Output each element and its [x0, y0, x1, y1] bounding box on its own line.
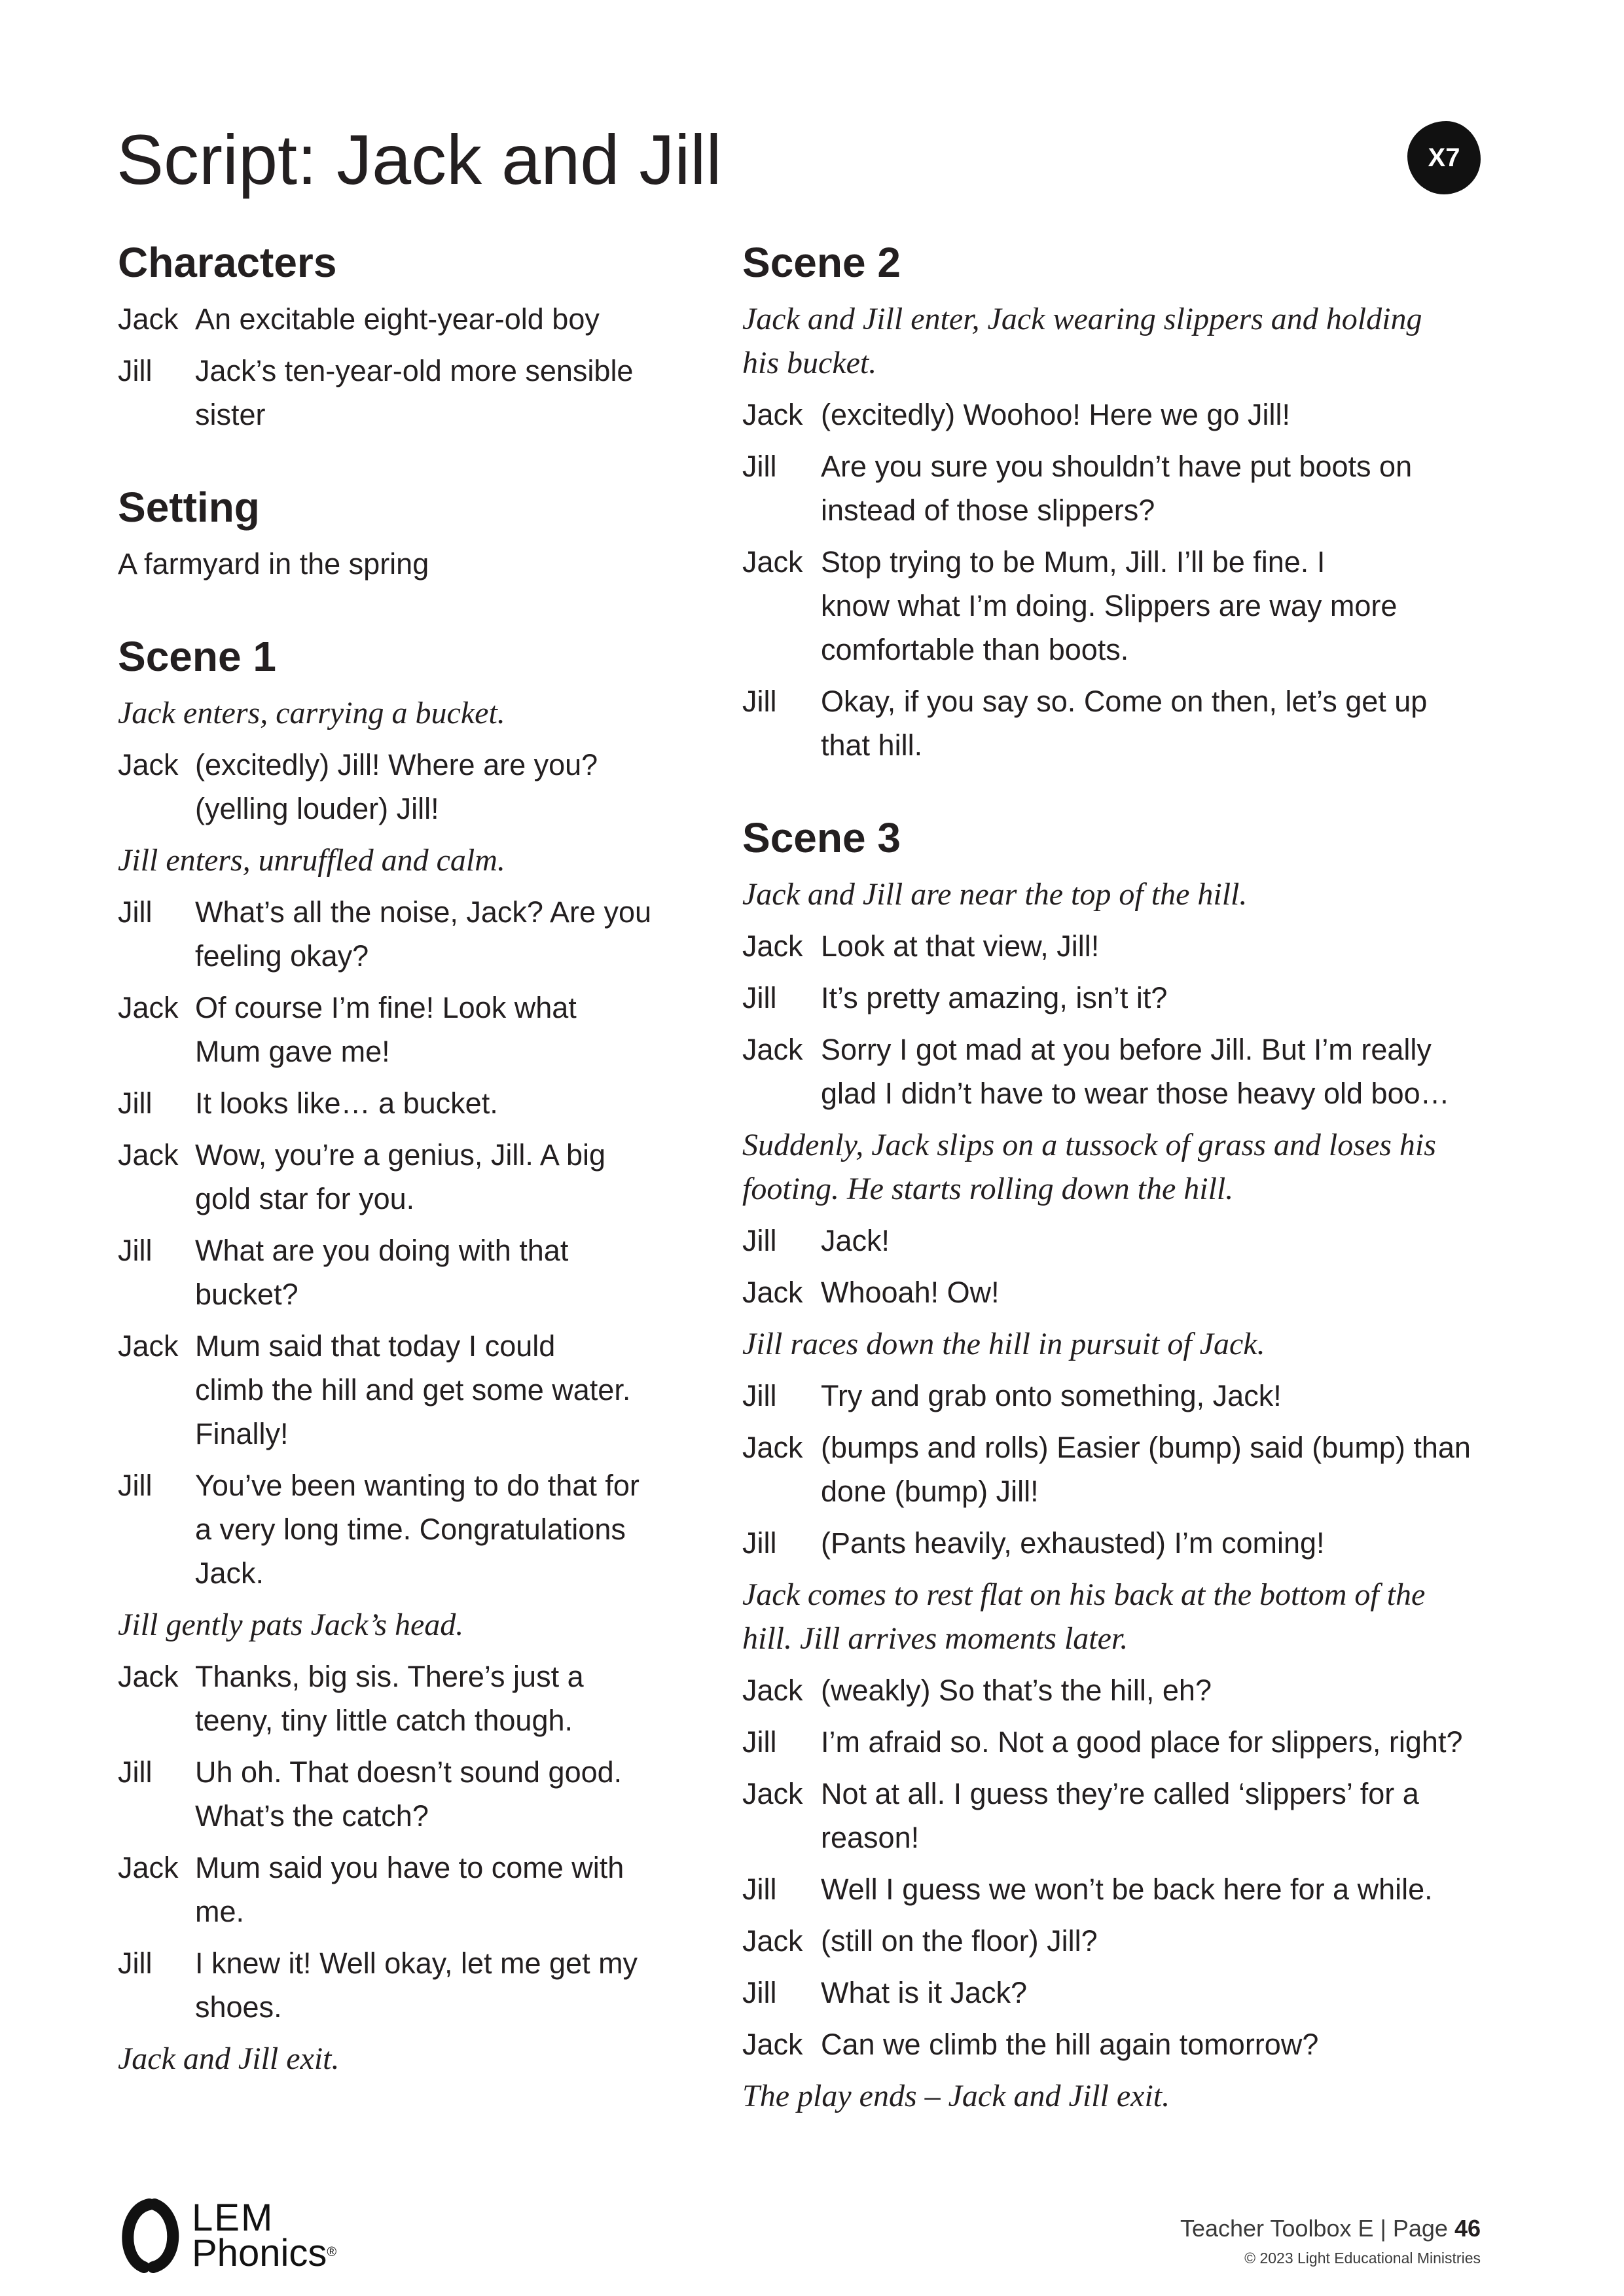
dialogue-entry [742, 1028, 1561, 1115]
dialogue-line: a very long time. Congratulations [195, 1513, 626, 1546]
dialogue-line: Sorry I got mad at you before Jill. But I’m really [821, 1033, 1432, 1066]
speaker-name: Jack [742, 398, 803, 431]
dialogue-text [195, 1750, 707, 1838]
dialogue-text [821, 393, 1561, 437]
speaker-name: Jill [742, 1526, 777, 1560]
page-reference [1180, 2214, 1481, 2243]
dialogue-line: reason! [821, 1821, 920, 1854]
dialogue-line: Of course I’m fine! Look what [195, 991, 577, 1024]
page-number: 46 [1454, 2215, 1481, 2242]
dialogue-line: (bumps and rolls) Easier (bump) said (bump) than [821, 1431, 1471, 1464]
dialogue-text [821, 1374, 1561, 1418]
dialogue-entry [118, 1324, 707, 1456]
speaker-name: Jill [742, 981, 777, 1014]
dialogue-line: comfortable than boots. [821, 633, 1129, 666]
dialogue-entry [742, 1867, 1561, 1911]
dialogue-line: I knew it! Well okay, let me get my [195, 1946, 638, 1980]
dialogue-line: know what I’m doing. Slippers are way more [821, 589, 1398, 622]
dialogue-entry [742, 679, 1561, 767]
speaker-name: Jack [742, 1276, 803, 1309]
dialogue-line: Not at all. I guess they’re called ‘slippers’ for a [821, 1777, 1419, 1810]
setting-text [118, 542, 707, 586]
dialogue-text [821, 1028, 1561, 1115]
logo-line-2-text: Phonics [192, 2232, 327, 2274]
stage-direction-line: Jack and Jill enter, Jack wearing slippers and holding [742, 302, 1422, 336]
section-heading: Scene 3 [742, 814, 901, 861]
dialogue-text [821, 540, 1561, 672]
text-line: Jack’s ten-year-old more sensible [195, 354, 634, 387]
speaker-name: Jill [118, 1234, 153, 1267]
dialogue-text [821, 1219, 1561, 1263]
lem-phonics-logo-icon [118, 2198, 181, 2274]
stage-direction-line: Jack enters, carrying a bucket. [118, 696, 505, 730]
dialogue-entry [742, 540, 1561, 672]
dialogue-entry [118, 1081, 707, 1125]
character-name: Jack [118, 302, 179, 336]
stage-direction [742, 1322, 1561, 1366]
stage-direction [118, 1603, 707, 1647]
right-column [742, 236, 1561, 2126]
speaker-name: Jack [118, 1138, 179, 1172]
dialogue-text [195, 1941, 707, 2029]
dialogue-line: shoes. [195, 1990, 282, 2024]
dialogue-line: (excitedly) Jill! Where are you? [195, 748, 598, 781]
dialogue-line: (weakly) So that’s the hill, eh? [821, 1674, 1212, 1707]
dialogue-line: teeny, tiny little catch though. [195, 1704, 573, 1737]
stage-direction [742, 1573, 1561, 1660]
dialogue-line: Thanks, big sis. There’s just a [195, 1660, 584, 1693]
speaker-name: Jack [118, 991, 179, 1024]
dialogue-text [821, 1720, 1561, 1764]
copyright-notice: © 2023 Light Educational Ministries [1244, 2250, 1481, 2267]
stage-direction-line: his bucket. [742, 346, 877, 380]
registered-mark: ® [327, 2245, 337, 2259]
dialogue-line: climb the hill and get some water. [195, 1373, 631, 1407]
dialogue-line: (Pants heavily, exhausted) I’m coming! [821, 1526, 1325, 1560]
speaker-name: Jill [742, 1725, 777, 1759]
dialogue-entry [742, 1521, 1561, 1565]
dialogue-line: Well I guess we won’t be back here for a while. [821, 1873, 1433, 1906]
section-heading: Scene 2 [742, 239, 901, 286]
dialogue-entry [742, 1919, 1561, 1963]
speaker-name: Jill [742, 1379, 777, 1412]
speaker-name: Jill [118, 1086, 153, 1120]
section-heading: Setting [118, 484, 260, 531]
dialogue-text [195, 1655, 707, 1742]
dialogue-entry [742, 1971, 1561, 2015]
dialogue-entry [742, 1374, 1561, 1418]
stage-direction [118, 838, 707, 882]
speaker-name: Jill [118, 1755, 153, 1789]
speaker-name: Jill [118, 1469, 153, 1502]
logo-wordmark [192, 2197, 337, 2274]
dialogue-entry [742, 924, 1561, 968]
worksheet-code-badge: X7 [1407, 121, 1481, 194]
dialogue-line: done (bump) Jill! [821, 1475, 1039, 1508]
dialogue-line: glad I didn’t have to wear those heavy old boo… [821, 1077, 1450, 1110]
stage-direction [118, 691, 707, 735]
dialogue-line: Jack! [821, 1224, 890, 1257]
stage-direction-line: footing. He starts rolling down the hill. [742, 1172, 1234, 1206]
stage-direction-line: Jack and Jill are near the top of the hill. [742, 877, 1248, 912]
dialogue-text [195, 1846, 707, 1933]
dialogue-text [821, 2022, 1561, 2066]
stage-direction [118, 2037, 707, 2081]
character-entry [118, 297, 707, 341]
speaker-name: Jack [742, 1924, 803, 1958]
characters-section [118, 236, 707, 444]
page-title: Script: Jack and Jill [117, 120, 722, 199]
scene-1-section [118, 630, 707, 2089]
character-description [195, 297, 707, 341]
speaker-name: Jack [742, 1674, 803, 1707]
speaker-name: Jill [118, 1946, 153, 1980]
dialogue-line: What’s all the noise, Jack? Are you [195, 895, 652, 929]
logo-line-1: LEM [192, 2197, 274, 2239]
stage-direction [742, 2074, 1561, 2118]
speaker-name: Jill [742, 685, 777, 718]
dialogue-line: Finally! [195, 1417, 289, 1450]
stage-direction-line: Jill gently pats Jack’s head. [118, 1607, 464, 1642]
dialogue-line: Jack. [195, 1556, 264, 1590]
dialogue-entry [742, 1426, 1561, 1513]
page-label: Teacher Toolbox E | Page [1180, 2215, 1448, 2242]
dialogue-entry [118, 1229, 707, 1316]
stage-direction-line: Jack and Jill exit. [118, 2041, 340, 2076]
dialogue-text [195, 986, 707, 1073]
dialogue-text [821, 976, 1561, 1020]
dialogue-line: It looks like… a bucket. [195, 1086, 498, 1120]
dialogue-line: that hill. [821, 728, 923, 762]
stage-direction [742, 297, 1561, 385]
dialogue-entry [118, 1941, 707, 2029]
speaker-name: Jack [742, 545, 803, 579]
stage-direction [742, 872, 1561, 916]
dialogue-line: What are you doing with that [195, 1234, 569, 1267]
speaker-name: Jack [118, 1660, 179, 1693]
dialogue-entry [742, 1668, 1561, 1712]
stage-direction-line: Suddenly, Jack slips on a tussock of grass and loses his [742, 1128, 1436, 1162]
dialogue-text [821, 1919, 1561, 1963]
dialogue-entry [118, 1655, 707, 1742]
dialogue-text [195, 743, 707, 831]
speaker-name: Jill [742, 1224, 777, 1257]
stage-direction-line: Jill races down the hill in pursuit of Jack. [742, 1327, 1265, 1361]
dialogue-line: Uh oh. That doesn’t sound good. [195, 1755, 623, 1789]
dialogue-line: (still on the floor) Jill? [821, 1924, 1098, 1958]
dialogue-text [821, 1270, 1561, 1314]
dialogue-entry [118, 1463, 707, 1595]
dialogue-entry [118, 1750, 707, 1838]
dialogue-text [821, 1668, 1561, 1712]
dialogue-line: me. [195, 1895, 245, 1928]
speaker-name: Jack [118, 1851, 179, 1884]
section-heading: Scene 1 [118, 633, 276, 680]
scene-3-section [742, 812, 1561, 2126]
dialogue-entry [742, 1270, 1561, 1314]
speaker-name: Jill [742, 1976, 777, 2009]
stage-direction-line: Jack comes to rest flat on his back at the bottom of the [742, 1577, 1426, 1612]
dialogue-entry [118, 890, 707, 978]
dialogue-line: Whooah! Ow! [821, 1276, 1000, 1309]
dialogue-line: feeling okay? [195, 939, 369, 973]
dialogue-line: What is it Jack? [821, 1976, 1028, 2009]
speaker-name: Jack [742, 1033, 803, 1066]
dialogue-entry [742, 1772, 1561, 1859]
character-name: Jill [118, 354, 153, 387]
text-line: A farmyard in the spring [118, 547, 429, 581]
text-line: sister [195, 398, 266, 431]
dialogue-line: Mum said you have to come with [195, 1851, 624, 1884]
dialogue-text [821, 1867, 1561, 1911]
speaker-name: Jill [742, 450, 777, 483]
stage-direction-line: Jill enters, unruffled and calm. [118, 843, 505, 878]
left-column [118, 236, 707, 2089]
speaker-name: Jack [118, 748, 179, 781]
character-entry [118, 349, 707, 437]
stage-direction-line: The play ends – Jack and Jill exit. [742, 2079, 1170, 2113]
dialogue-line: (excitedly) Woohoo! Here we go Jill! [821, 398, 1290, 431]
dialogue-text [195, 1081, 707, 1125]
dialogue-line: Try and grab onto something, Jack! [821, 1379, 1282, 1412]
dialogue-text [821, 1772, 1561, 1859]
dialogue-text [195, 1463, 707, 1595]
dialogue-line: Can we climb the hill again tomorrow? [821, 2028, 1319, 2061]
dialogue-text [821, 924, 1561, 968]
dialogue-text [195, 1324, 707, 1456]
dialogue-line: Mum gave me! [195, 1035, 390, 1068]
speaker-name: Jill [742, 1873, 777, 1906]
dialogue-text [821, 1521, 1561, 1565]
logo-line-2 [192, 2232, 337, 2274]
section-heading: Characters [118, 239, 337, 286]
dialogue-line: instead of those slippers? [821, 493, 1155, 527]
dialogue-entry [118, 986, 707, 1073]
dialogue-line: I’m afraid so. Not a good place for slippers, right? [821, 1725, 1463, 1759]
dialogue-line: (yelling louder) Jill! [195, 792, 439, 825]
dialogue-line: It’s pretty amazing, isn’t it? [821, 981, 1168, 1014]
dialogue-line: gold star for you. [195, 1182, 415, 1215]
dialogue-entry [742, 393, 1561, 437]
dialogue-entry [742, 976, 1561, 1020]
speaker-name: Jack [742, 1777, 803, 1810]
dialogue-line: You’ve been wanting to do that for [195, 1469, 640, 1502]
dialogue-line: Look at that view, Jill! [821, 929, 1100, 963]
speaker-name: Jack [118, 1329, 179, 1363]
dialogue-entry [118, 1133, 707, 1221]
dialogue-line: Okay, if you say so. Come on then, let’s get up [821, 685, 1428, 718]
dialogue-line: Mum said that today I could [195, 1329, 556, 1363]
speaker-name: Jack [742, 1431, 803, 1464]
dialogue-text [195, 890, 707, 978]
dialogue-text [821, 1426, 1561, 1513]
speaker-name: Jack [742, 2028, 803, 2061]
dialogue-text [821, 679, 1561, 767]
speaker-name: Jack [742, 929, 803, 963]
dialogue-entry [742, 1720, 1561, 1764]
page-footer [1180, 2214, 1481, 2268]
dialogue-entry [742, 444, 1561, 532]
dialogue-text [821, 1971, 1561, 2015]
dialogue-line: Wow, you’re a genius, Jill. A big [195, 1138, 606, 1172]
dialogue-text [821, 444, 1561, 532]
dialogue-entry [742, 1219, 1561, 1263]
dialogue-line: bucket? [195, 1278, 298, 1311]
character-description [195, 349, 707, 437]
scene-2-section [742, 236, 1561, 775]
speaker-name: Jill [118, 895, 153, 929]
dialogue-line: What’s the catch? [195, 1799, 429, 1833]
dialogue-line: Are you sure you shouldn’t have put boots on [821, 450, 1413, 483]
dialogue-entry [118, 743, 707, 831]
text-line: An excitable eight-year-old boy [195, 302, 600, 336]
dialogue-entry [118, 1846, 707, 1933]
stage-direction-line: hill. Jill arrives moments later. [742, 1621, 1128, 1656]
dialogue-text [195, 1229, 707, 1316]
dialogue-line: Stop trying to be Mum, Jill. I’ll be fine. I [821, 545, 1326, 579]
stage-direction [742, 1123, 1561, 1211]
setting-section [118, 481, 707, 594]
dialogue-entry [742, 2022, 1561, 2066]
dialogue-text [195, 1133, 707, 1221]
